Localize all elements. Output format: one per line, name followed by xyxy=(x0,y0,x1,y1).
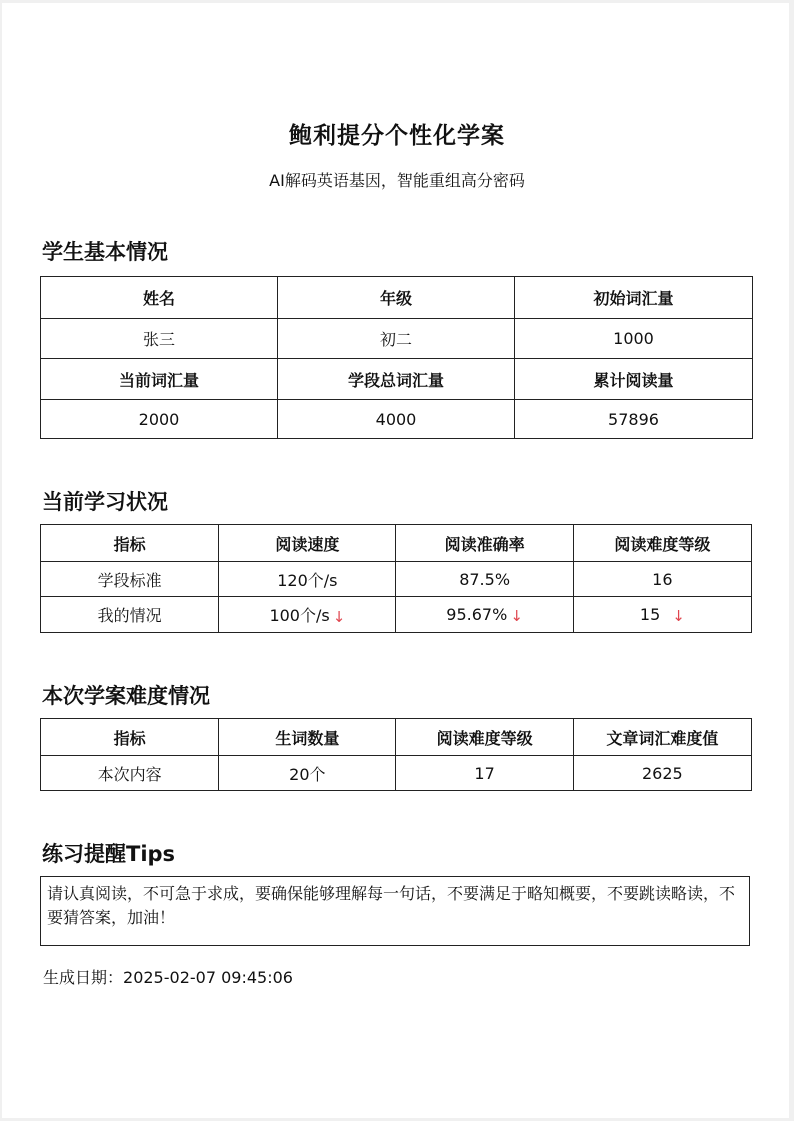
cell-grade: 初二 xyxy=(278,319,515,359)
table-row xyxy=(41,525,752,562)
arrow-down-icon: ↓ xyxy=(332,608,346,626)
cell-my-level xyxy=(573,597,751,633)
learning-status-table xyxy=(40,524,752,633)
table-row xyxy=(41,319,753,359)
header-cell-reading-level: 阅读难度等级 xyxy=(396,719,573,756)
cell-initial-vocab: 1000 xyxy=(515,319,753,359)
section-heading-basic-info: 学生基本情况 xyxy=(42,240,168,264)
cell-my-level-value: 15 xyxy=(639,605,661,624)
cell-standard-accuracy: 87.5% xyxy=(396,562,573,597)
table-row xyxy=(41,562,752,597)
section-heading-tips: 练习提醒Tips xyxy=(42,842,176,866)
header-cell-grade: 年级 xyxy=(278,277,515,319)
cell-standard-level: 16 xyxy=(573,562,751,597)
cell-standard-speed: 120个/s xyxy=(219,562,396,597)
table-row xyxy=(41,719,752,756)
cell-my-accuracy-value: 95.67% xyxy=(446,605,508,624)
header-cell-new-words: 生词数量 xyxy=(219,719,396,756)
difficulty-table xyxy=(40,718,752,791)
header-cell-name: 姓名 xyxy=(41,277,278,319)
cell-vocab-difficulty: 2625 xyxy=(573,756,751,791)
section-heading-difficulty: 本次学案难度情况 xyxy=(42,684,210,708)
table-row xyxy=(41,400,753,439)
header-cell-indicator: 指标 xyxy=(41,525,219,562)
page-title: 鲍利提分个性化学案 xyxy=(289,123,505,149)
header-cell-current-vocab: 当前词汇量 xyxy=(41,359,278,400)
row-label-this-content: 本次内容 xyxy=(41,756,219,791)
cell-current-vocab: 2000 xyxy=(41,400,278,439)
generated-date xyxy=(43,965,293,988)
cell-stage-total-vocab: 4000 xyxy=(278,400,515,439)
header-cell-cumulative-reading: 累计阅读量 xyxy=(515,359,753,400)
generated-date-value: 2025-02-07 09:45:06 xyxy=(123,968,293,987)
arrow-down-icon: ↓ xyxy=(510,607,523,625)
table-row xyxy=(41,597,752,633)
cell-my-accuracy xyxy=(396,597,573,633)
cell-my-speed-value: 100个/s xyxy=(269,606,330,625)
cell-name: 张三 xyxy=(41,319,278,359)
tips-text: 请认真阅读，不可急于求成，要确保能够理解每一句话，不要满足于略知概要，不要跳读略读，不要猜答案，加油！ xyxy=(40,876,750,946)
row-label-my-status: 我的情况 xyxy=(41,597,219,633)
page-subtitle: AI解码英语基因，智能重组高分密码 xyxy=(269,171,525,190)
header-cell-reading-level: 阅读难度等级 xyxy=(573,525,751,562)
generated-date-label: 生成日期： xyxy=(43,968,124,987)
cell-cumulative-reading: 57896 xyxy=(515,400,753,439)
cell-new-words: 20个 xyxy=(219,756,396,791)
table-row xyxy=(41,756,752,791)
section-heading-learning-status: 当前学习状况 xyxy=(42,490,168,514)
arrow-down-icon: ↓ xyxy=(672,607,685,625)
table-row xyxy=(41,359,753,400)
cell-reading-level: 17 xyxy=(396,756,573,791)
header-cell-reading-accuracy: 阅读准确率 xyxy=(396,525,573,562)
header-cell-stage-total-vocab: 学段总词汇量 xyxy=(278,359,515,400)
basic-info-table xyxy=(40,276,753,439)
row-label-stage-standard: 学段标准 xyxy=(41,562,219,597)
header-cell-vocab-difficulty: 文章词汇难度值 xyxy=(573,719,751,756)
header-cell-initial-vocab: 初始词汇量 xyxy=(515,277,753,319)
table-row xyxy=(41,277,753,319)
cell-my-speed xyxy=(219,597,396,633)
header-cell-reading-speed: 阅读速度 xyxy=(219,525,396,562)
header-cell-indicator: 指标 xyxy=(41,719,219,756)
